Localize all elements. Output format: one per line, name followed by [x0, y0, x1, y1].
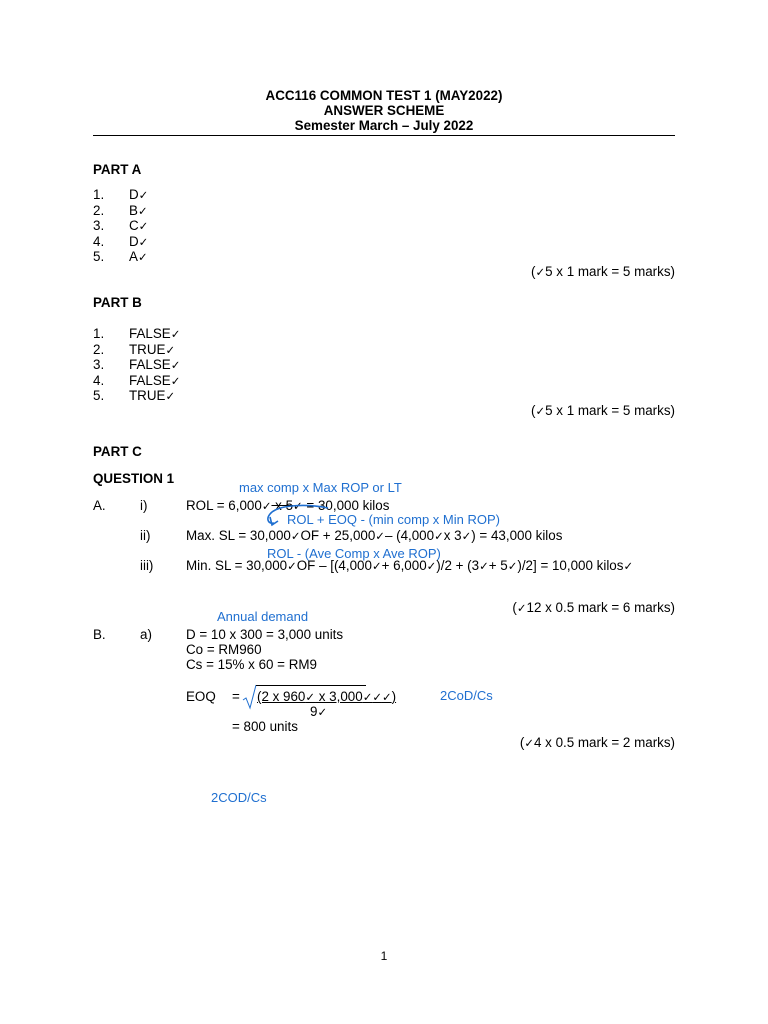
- part-b-item-num: 5.: [93, 388, 105, 403]
- check-icon: ✓: [170, 327, 181, 341]
- part-a-item-num: 2.: [93, 202, 105, 218]
- part-a-item-answer: D✓: [129, 187, 149, 202]
- part-a-item-num: 3.: [93, 218, 105, 233]
- check-icon: ✓: [165, 389, 176, 403]
- check-icon: ✓: [138, 219, 149, 233]
- section-a-label: A.: [93, 498, 106, 513]
- part-a-item-answer: A✓: [129, 249, 148, 264]
- section-b-label: B.: [93, 627, 106, 642]
- min-sl-line: Min. SL = 30,000✓OF – [(4,000✓+ 6,000✓)/2 + (3✓+ 5✓)/2] = 10,000 kilos✓: [186, 558, 634, 573]
- annotation-eoq-formula: 2CoD/Cs: [440, 688, 493, 703]
- part-a-title: PART A: [93, 162, 142, 177]
- part-b-item-num: 3.: [93, 357, 105, 372]
- part-b-item-num: 4.: [93, 372, 105, 388]
- part-b-item-answer: FALSE✓: [129, 357, 181, 372]
- item-ii-label: ii): [140, 528, 151, 543]
- part-a-item-answer: B✓: [129, 202, 148, 218]
- part-a-item-answer: C✓: [129, 218, 149, 233]
- part-a-item-answer: D✓: [129, 233, 149, 249]
- demand-line: D = 10 x 300 = 3,000 units: [186, 627, 344, 642]
- part-b-title: PART B: [93, 295, 142, 310]
- check-icon: ✓: [524, 736, 534, 750]
- part-b-item-answer: TRUE✓: [129, 341, 176, 357]
- eoq-equals: =: [232, 689, 240, 704]
- section-a-marks: (✓12 x 0.5 mark = 6 marks): [512, 600, 675, 615]
- max-sl-line: Max. SL = 30,000✓OF + 25,000✓– (4,000✓x 3✓) = 43,000 kilos: [186, 528, 563, 543]
- part-b-item-num: 2.: [93, 341, 105, 357]
- doc-subtitle: ANSWER SCHEME: [323, 103, 445, 118]
- part-a-item-num: 5.: [93, 249, 105, 264]
- square-root-icon: [242, 684, 258, 710]
- check-icon: ✓: [137, 203, 148, 218]
- item-iii-label: iii): [140, 558, 154, 573]
- ordering-cost-line: Co = RM960: [186, 642, 262, 657]
- carrying-cost-line: Cs = 15% x 60 = RM9: [186, 657, 317, 672]
- part-b-item-answer: FALSE✓: [129, 372, 181, 388]
- rol-line: ROL = 6,000✓ x 5✓ = 30,000 kilos: [186, 498, 390, 513]
- check-icon: ✓: [137, 250, 148, 264]
- page-number: 1: [380, 949, 388, 963]
- annotation-eoq-formula-2: 2COD/Cs: [211, 790, 267, 805]
- eoq-label: EOQ: [186, 689, 216, 704]
- header-rule: [93, 135, 675, 136]
- check-icon: ✓: [170, 358, 181, 372]
- section-b-marks: (✓4 x 0.5 mark = 2 marks): [519, 735, 675, 750]
- annotation-rol: max comp x Max ROP or LT: [239, 480, 402, 495]
- doc-title: ACC116 COMMON TEST 1 (MAY2022): [265, 88, 503, 103]
- part-b-marks: (✓5 x 1 mark = 5 marks): [531, 403, 675, 418]
- sqrt-overline: [256, 685, 366, 686]
- check-icon: ✓: [138, 234, 149, 249]
- eoq-result: = 800 units: [232, 719, 298, 734]
- part-b-item-answer: FALSE✓: [129, 326, 181, 341]
- part-a-marks: (✓5 x 1 mark = 5 marks): [531, 264, 675, 279]
- item-a-label: a): [140, 627, 152, 642]
- eoq-numerator: (2 x 960✓ x 3,000✓✓✓): [257, 689, 397, 704]
- check-icon: ✓: [138, 188, 149, 202]
- part-c-title: PART C: [93, 444, 142, 459]
- check-icon: ✓: [516, 601, 527, 615]
- part-b-item-answer: TRUE✓: [129, 388, 176, 403]
- check-icon: ✓: [170, 373, 181, 388]
- part-b-item-num: 1.: [93, 326, 105, 341]
- part-a-item-num: 4.: [93, 233, 105, 249]
- check-icon: ✓: [535, 404, 546, 418]
- part-a-item-num: 1.: [93, 187, 105, 202]
- item-i-label: i): [140, 498, 148, 513]
- check-icon: ✓: [165, 342, 176, 357]
- check-icon: ✓: [535, 265, 546, 279]
- doc-semester: Semester March – July 2022: [294, 118, 474, 133]
- eoq-denominator: 9✓: [310, 704, 328, 719]
- question-1-title: QUESTION 1: [93, 471, 175, 486]
- annotation-max-sl: ROL + EOQ - (min comp x Min ROP): [287, 512, 500, 527]
- annotation-demand: Annual demand: [217, 609, 309, 624]
- annotation-min-sl: ROL - (Ave Comp x Ave ROP): [267, 546, 441, 561]
